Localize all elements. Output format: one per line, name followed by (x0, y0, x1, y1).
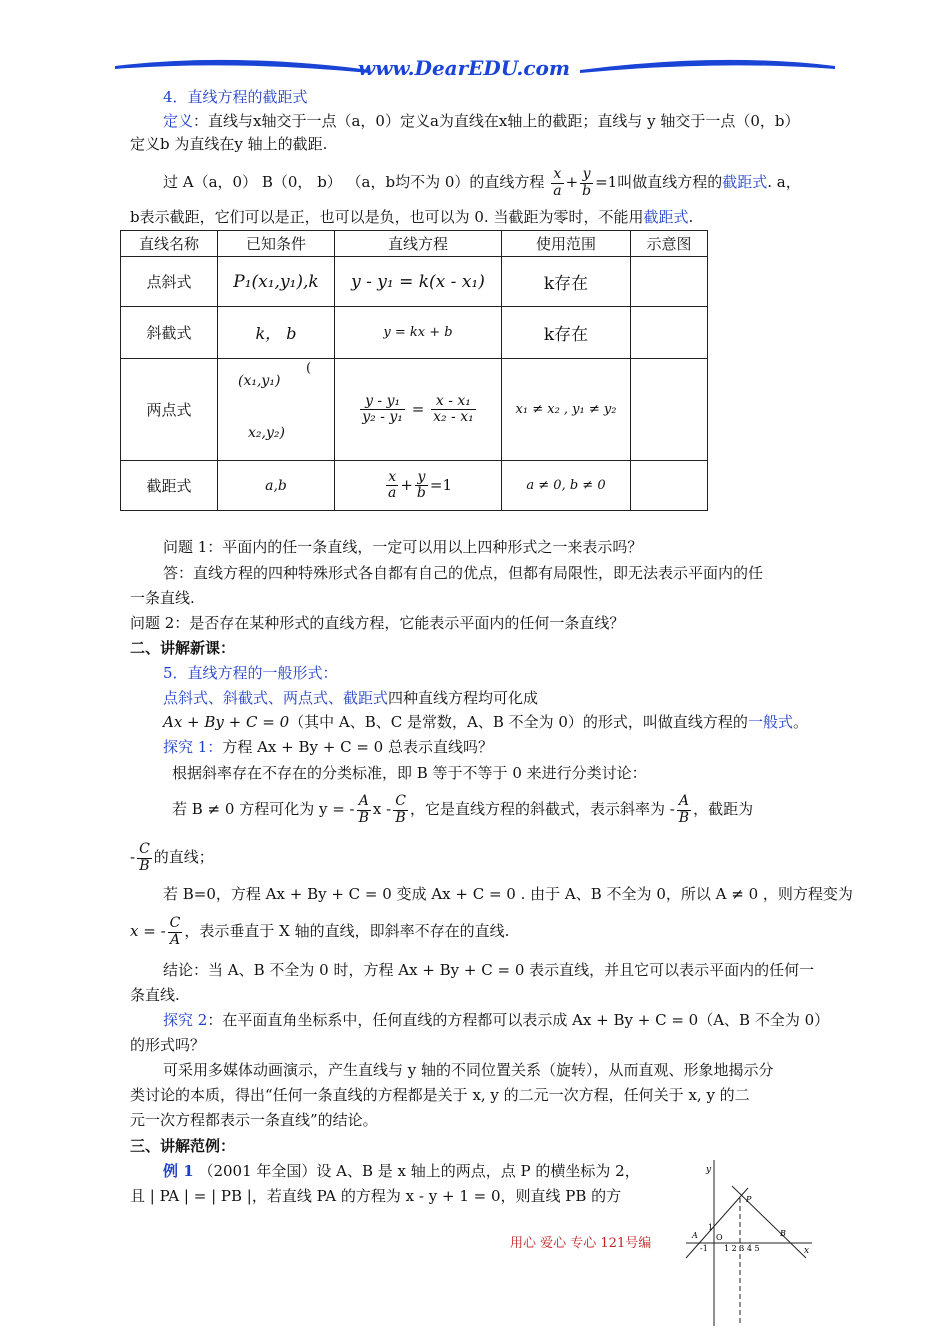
cell-eq: y - y₁ = k(x - x₁) (335, 257, 502, 307)
label-A: A (692, 1231, 698, 1240)
example-1-text: （2001 年全国）设 A、B 是 x 轴上的两点，点 P 的横坐标为 2， (198, 1162, 640, 1180)
cell-fig (631, 257, 708, 307)
explore-1-label: 探究 1： (163, 738, 223, 756)
answer-1-line2: 一条直线. (130, 589, 195, 607)
sec4-para-line2 (130, 206, 693, 227)
eq-d2: b (416, 485, 426, 501)
cell-cond: a,b (218, 461, 335, 511)
general-eq: Ax + By + C = 0 (163, 713, 290, 731)
th-range: 使用范围 (502, 231, 631, 257)
frac-y-b2 (415, 470, 428, 502)
cell-eq (335, 461, 502, 511)
eq-num-r: x - x₁ (431, 394, 476, 410)
link-jieju-2[interactable]: 截距式 (643, 208, 689, 226)
frac-C-B-2 (137, 842, 152, 874)
frac-A-B-2 (677, 794, 691, 826)
frac-num: C (395, 793, 406, 810)
cell-cond: P₁(x₁,y₁),k (218, 257, 335, 307)
sec5-line2 (163, 711, 808, 732)
frac-den: B (358, 809, 369, 826)
table-row (121, 461, 708, 511)
eq-den-r: x₂ - x₁ (433, 409, 474, 425)
media-line3: 元一次方程都表示一条直线”的结论。 (130, 1111, 378, 1129)
sec5-line1-rest: 四种直线方程均可化成 (388, 689, 539, 707)
header-banner (110, 54, 840, 84)
example-1-label: 例 1 (163, 1162, 194, 1180)
section-2-title: 二、讲解新课： (130, 639, 236, 657)
label-P: P (746, 1195, 752, 1204)
cond-paren: ( (306, 361, 312, 376)
cell-eq (335, 359, 502, 461)
label-neg1: -1 (700, 1244, 708, 1253)
frac-x (431, 394, 476, 426)
sec4-para-tail: . a， (767, 173, 801, 191)
explore-2-label: 探究 2 (163, 1011, 208, 1029)
th-cond: 已知条件 (218, 231, 335, 257)
eq-tail: =1 (429, 475, 453, 494)
eq-n2: y (415, 470, 428, 486)
link-jieju[interactable]: 截距式 (722, 173, 768, 191)
p3-text: 的直线； (153, 848, 214, 866)
section-3-title: 三、讲解范例： (130, 1137, 236, 1155)
frac-num: A (357, 794, 371, 810)
frac-num: C (139, 841, 150, 858)
conclusion-line2: 条直线. (130, 986, 180, 1004)
eq-den-l: y₂ - y₁ (362, 409, 403, 425)
th-fig: 示意图 (631, 231, 708, 257)
p2-c: ，它是直线方程的斜截式，表示斜率为 - (409, 800, 675, 818)
p5-b: ，表示垂直于 X 轴的直线，即斜率不存在的直线. (184, 922, 510, 940)
sec4-def-line1 (163, 110, 800, 131)
frac-x-a: $\frac{x}{a}$ (553, 166, 562, 199)
p2-b: x - (372, 800, 392, 818)
frac-x-a2 (386, 470, 398, 502)
th-eq: 直线方程 (335, 231, 502, 257)
explore-1 (163, 736, 493, 757)
explore-1-p5 (130, 908, 509, 954)
cell-cond (218, 359, 335, 461)
eq-mid: = (411, 399, 425, 418)
question-2: 问题 2：是否存在某种形式的直线方程，它能表示平面内的任何一条直线？ (130, 614, 625, 632)
explore-1-text: 方程 Ax + By + C = 0 总表示直线吗？ (222, 738, 493, 756)
sec4-line2-text: b表示截距，它们可以是正，也可以是负，也可以为 0. 当截距为零时，不能用 (130, 208, 644, 226)
media-line2: 类讨论的本质，得出“任何一条直线的方程都是关于 x, y 的二元一次方程，任何关于 x, y 的二 (130, 1086, 750, 1104)
sec5-line2-rest: （其中 A、B、C 是常数，A、B 不全为 0）的形式，叫做直线方程的 (289, 713, 748, 731)
media-line1: 可采用多媒体动画演示，产生直线与 y 轴的不同位置关系（旋转），从而直观、形象地揭示分 (163, 1061, 774, 1079)
forms-table (120, 230, 708, 511)
sec4-para-eq: =1叫做直线方程的 (595, 173, 723, 191)
cell-fig (631, 307, 708, 359)
question-1: 问题 1：平面内的任一条直线，一定可以用以上四种形式之一来表示吗？ (163, 538, 643, 556)
cell-name: 两点式 (121, 359, 218, 461)
cell-eq: y = kx + b (335, 307, 502, 359)
cond-point2: x₂,y₂) (248, 425, 285, 441)
table-header-row (121, 231, 708, 257)
def-label: 定义 (163, 112, 194, 130)
sec5-forms: 点斜式、斜截式、两点式、截距式 (163, 689, 389, 707)
explore-1-p4: 若 B=0，方程 Ax + By + C = 0 变成 Ax + C = 0 . 由于 A、B 不全为 0，所以 A ≠ 0 ，则方程变为 (163, 885, 853, 903)
eq-num-l: y - y₁ (360, 394, 405, 410)
cell-range: k存在 (502, 307, 631, 359)
cell-fig (631, 461, 708, 511)
cell-range: x₁ ≠ x₂ , y₁ ≠ y₂ (502, 359, 631, 461)
frac-num: C (169, 915, 181, 932)
explore-1-p1: 根据斜率存在不存在的分类标准，即 B 等于不等于 0 来进行分类讨论： (172, 764, 647, 782)
label-B: B (780, 1229, 786, 1238)
frac-den: B (395, 809, 406, 826)
cell-range: k存在 (502, 257, 631, 307)
frac-den: B (139, 857, 150, 874)
explore-2 (163, 1009, 829, 1030)
label-ticks: 1 2 3 4 5 (724, 1244, 760, 1253)
label-O: O (716, 1233, 723, 1242)
table-row (121, 359, 708, 461)
th-name: 直线名称 (121, 231, 218, 257)
answer-1-line1: 答：直线方程的四种特殊形式各自都有自己的优点，但都有局限性，即无法表示平面内的任 (163, 564, 764, 582)
cond-point1: (x₁,y₁) (238, 373, 281, 389)
explore-2-text: ：在平面直角坐标系中，任何直线的方程都可以表示成 Ax + By + C = 0（A、B 不全为 0） (207, 1011, 830, 1029)
sec5-line1 (163, 687, 538, 708)
example-1-line2: 且 | PA | = | PB |，若直线 PA 的方程为 x - y + 1 = 0，则直线 PB 的方 (130, 1187, 622, 1205)
sec4-para-pre: 过 A（a，0） B（0， b） （a，b均不为 0）的直线方程 (163, 173, 545, 191)
explore-1-p3: - $\frac{C}{B}$ 的直线； (130, 841, 214, 874)
cell-name: 斜截式 (121, 307, 218, 359)
sec4-title: 4．直线方程的截距式 (163, 88, 308, 106)
frac-den: A (169, 931, 181, 948)
sec4-def-line2: 定义b 为直线在y 轴上的截距. (130, 135, 328, 153)
cell-cond: k， b (218, 307, 335, 359)
frac-C-B (393, 794, 408, 826)
frac-y (360, 394, 405, 426)
sec5-title: 5．直线方程的一般形式： (163, 664, 338, 682)
sec4-para: 过 A（a，0） B（0， b） （a，b均不为 0）的直线方程 $\frac{x}{a}$ + $\frac{y}{b}$ =1叫做直线方程的截距式. a， (163, 166, 801, 199)
p2-d: ，截距为 (693, 800, 754, 818)
table-row (121, 307, 708, 359)
p5-a: x = - (130, 922, 166, 940)
explore-1-p2 (172, 786, 753, 832)
frac-C-A (168, 916, 183, 948)
header-site[interactable]: www.DearEDU.com (358, 56, 571, 80)
example-1-line1 (163, 1160, 640, 1181)
frac-y-b: $\frac{y}{b}$ (582, 166, 592, 199)
eq-d1: a (387, 485, 397, 501)
example-graph (676, 1158, 816, 1328)
eq-plus: + (400, 475, 413, 494)
sec5-line2-end: 。 (792, 713, 808, 731)
cell-range: a ≠ 0, b ≠ 0 (502, 461, 631, 511)
label-x: x (804, 1246, 810, 1256)
frac-num: A (677, 794, 691, 810)
link-general[interactable]: 一般式 (747, 713, 793, 731)
cell-fig (631, 359, 708, 461)
p2-a: 若 B ≠ 0 方程可化为 y = - (172, 800, 355, 818)
frac-A-B (357, 794, 371, 826)
cell-name: 点斜式 (121, 257, 218, 307)
cell-name: 截距式 (121, 461, 218, 511)
explore-2-line2: 的形式吗？ (130, 1036, 206, 1054)
sec4-line2-end: . (688, 208, 694, 226)
footer-text: 用心 爱心 专心 121号编 (510, 1236, 652, 1251)
table-row (121, 257, 708, 307)
frac-den: B (678, 809, 690, 826)
def-text: ：直线与x轴交于一点（a，0）定义a为直线在x轴上的截距；直线与 y 轴交于一点（0，b） (193, 112, 800, 130)
label-one: 1 (708, 1223, 714, 1232)
label-y: y (706, 1165, 712, 1175)
eq-n1: x (386, 470, 398, 486)
conclusion-line1: 结论：当 A、B 不全为 0 时，方程 Ax + By + C = 0 表示直线，并且它可以表示平面内的任何一 (163, 961, 815, 979)
